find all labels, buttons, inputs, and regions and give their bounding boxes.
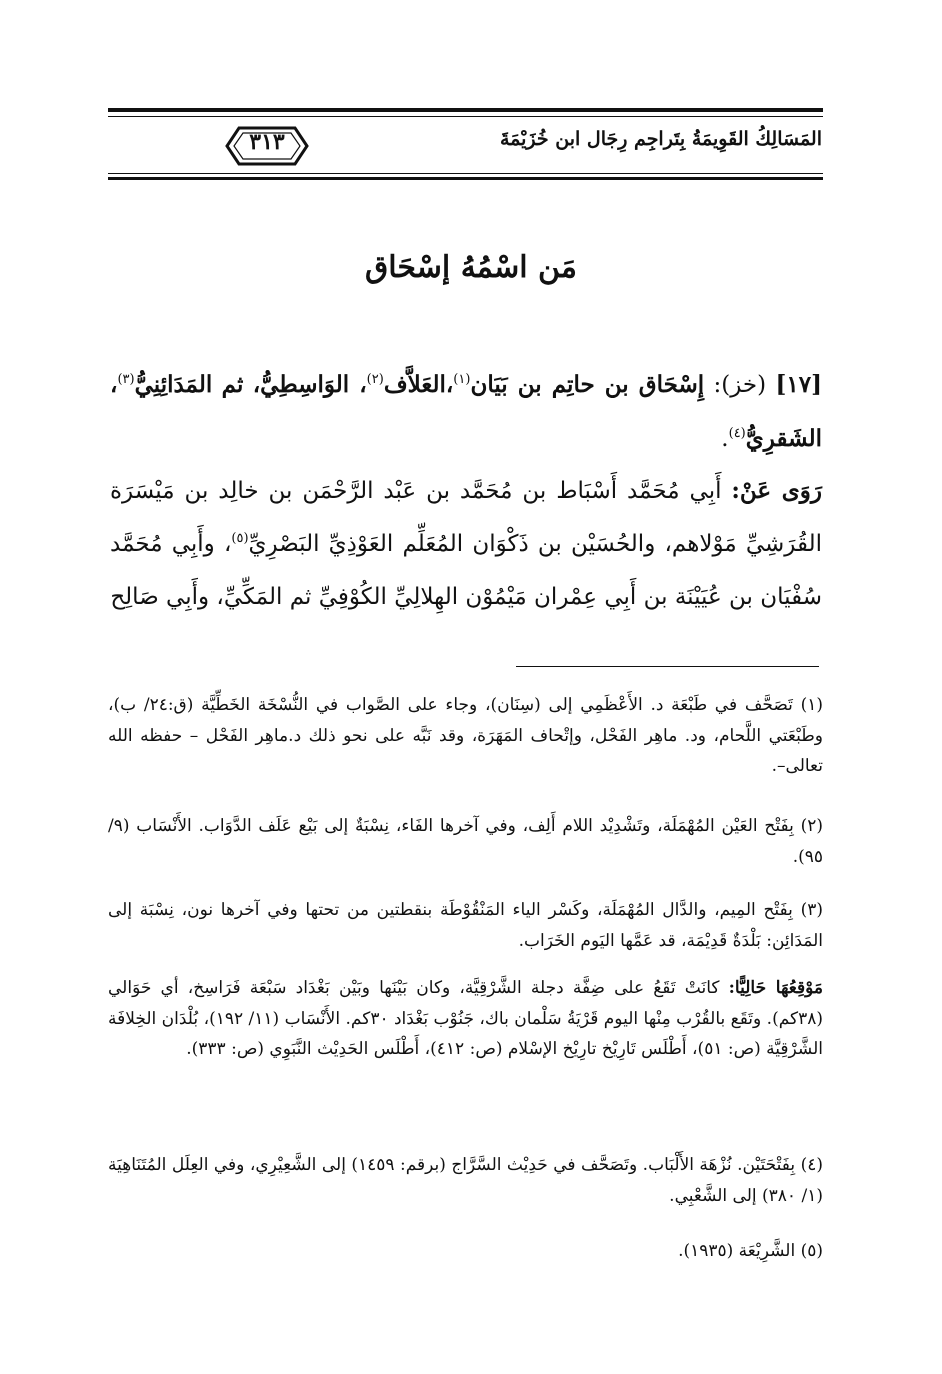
header-rule-bottom-thin [108,173,823,174]
footnote-3 [108,895,823,956]
section-title: مَن اسْمُهُ إسْحَاق [365,250,577,285]
entry-then: ثم [221,371,244,398]
header-rule-top-thin [108,116,823,117]
entry-tag: (خز): [713,372,767,398]
entry-nisba-shaqari: ، الشَقرِيُّ [110,371,822,452]
riwaya-text-a: أَبِي مُحَمَّد أَسْبَاط بن مُحَمَّد بن عَبْد الرَّحْمَن بن خالِد بن مَيْسَرَة القُرَشِيِّ مَوْلاهم، والحُسَيْن بن ذَكْوَان المُعَلِّم العَوْذِيِّ البَصْرِيِّ [110,478,822,557]
footnote-text: بِفَتْح العَيْن المُهْمَلَة، وتَشْدِيْد اللام أَلِف، وفي آخرها الفَاء، نِسْبَةٌ إلى بَيْع عَلَف الدَّوَاب. الأَنْسَاب (٩/ ٩٥). [108,816,823,867]
header-rule-bottom-thick [108,177,823,180]
footnote-location-label: مَوْقِعُهَا حَالِيًّا: [728,978,823,998]
entry-heading-paragraph [110,358,822,466]
entry-nisba-allaf: ،العَلاَّف [383,371,454,398]
footnote-number: (٢) [800,816,824,836]
footnote-divider [516,666,819,667]
riwaya-paragraph [110,464,822,624]
footnote-ref-5: (٥) [231,531,249,546]
footnote-2 [108,811,823,872]
footnote-number: (٤) [800,1155,823,1175]
running-header-book-title: المَسَالِكُ القَوِيمَةُ بِتَراجِم رِجَال ابن خُزَيْمَةَ [499,128,822,150]
footnote-1 [108,690,823,782]
footnote-text: بِفَتْحَتَيْن. نُزْهَة الأَلْبَاب. وتَصَحَّف في حَدِيْث السَّرَّاج (برقم: ١٤٥٩) إلى الشَّعِيْرِي، وفي العِلَل المُتَنَاهِيَة (١/ ٣٨٠) إلى الشَّعْبِي. [108,1155,823,1206]
entry-name: إِسْحَاق بن حاتِم بن بَيَان [470,371,705,398]
entry-end: . [721,426,729,452]
footnote-text: بِفَتْح المِيم، والدَّال المُهْمَلَة، وكَسْر الياء المَنْقُوْطَة بنقطتين من تحتها وفي آخرها نون، نِسْبَة إلى المَدَائِن: بَلْدَةٌ قَدِيْمَة، قد عَمَّها اليَوم الخَرَاب. [108,900,823,951]
footnote-text: الشَّرِيْعَة (١٩٣٥). [678,1241,796,1261]
footnote-text: كانَتْ تَقَعُ على ضِفَّة دجلة الشَّرْقِيَّة، وكان بَيْنَها وبَيْن بَغْدَاد سَبْعَة فَرَاسِخ، أي حَوَالي (٣٨كم). وتَقَع بالقُرْب مِنْها اليوم قَرْيَةُ سَلْمان باك، جَنُوْب بَغْدَاد ٣٠كم. الأَنْسَاب (١١/ ١٩٢)، بُلْدَان الخِلافَة الشَّرْقِيَّة (ص: ٥١)، أَطْلَس تَارِيْخ تارِيْخ الإسْلام (ص: ٤١٢)، أَطْلَس الحَدِيْث النَّبَوِي (ص: ٣٣٣). [108,978,824,1059]
entry-nisba-wasiti: ، الوَاسِطِيُّ، [252,371,367,398]
footnote-ref-2: (٢) [366,372,384,387]
footnote-number: (٣) [800,900,824,920]
entry-number: [١٧] [775,371,823,398]
riwaya-text-b: ، وأَبِي مُحَمَّد سُفْيَان بن عُيَيْنَة بن أَبِي عِمْران مَيْمُوْن الهِلالِيِّ الكُوْفِيِّ ثم المَكِّيِّ، وأَبِي صَالِح [110,531,822,610]
entry-nisba-madaini: المَدَائِنِيُّ [134,371,213,398]
header-rule-top-thick [108,108,823,112]
footnote-ref-1: (١) [453,372,471,387]
riwaya-label: رَوَى عَنْ: [731,477,822,504]
footnote-text: تَصَحَّف في طَبْعَة د. الأَعْظَمِي إلى (سِنَان)، وجاء على الصَّواب في النُّسْخَة الخَطِّيَّة (ق:٢٤/ ب)، وطَبْعَتي اللَّحام، ود. ماهِر الفَحْل، وإتْحاف المَهَرَة، وقد نَبَّه على نحو ذلك د.ماهِر الفَحْل – حفظه الله تعالى–. [108,695,823,776]
footnote-4 [108,1150,823,1211]
footnote-ref-3: (٣) [117,372,135,387]
footnote-5 [108,1236,823,1267]
page-number: ٣١٣ [249,129,285,155]
footnote-number: (١) [800,695,824,715]
footnote-number: (٥) [800,1241,823,1261]
footnote-3-location [108,973,823,1065]
footnote-ref-4: (٤) [728,426,746,441]
